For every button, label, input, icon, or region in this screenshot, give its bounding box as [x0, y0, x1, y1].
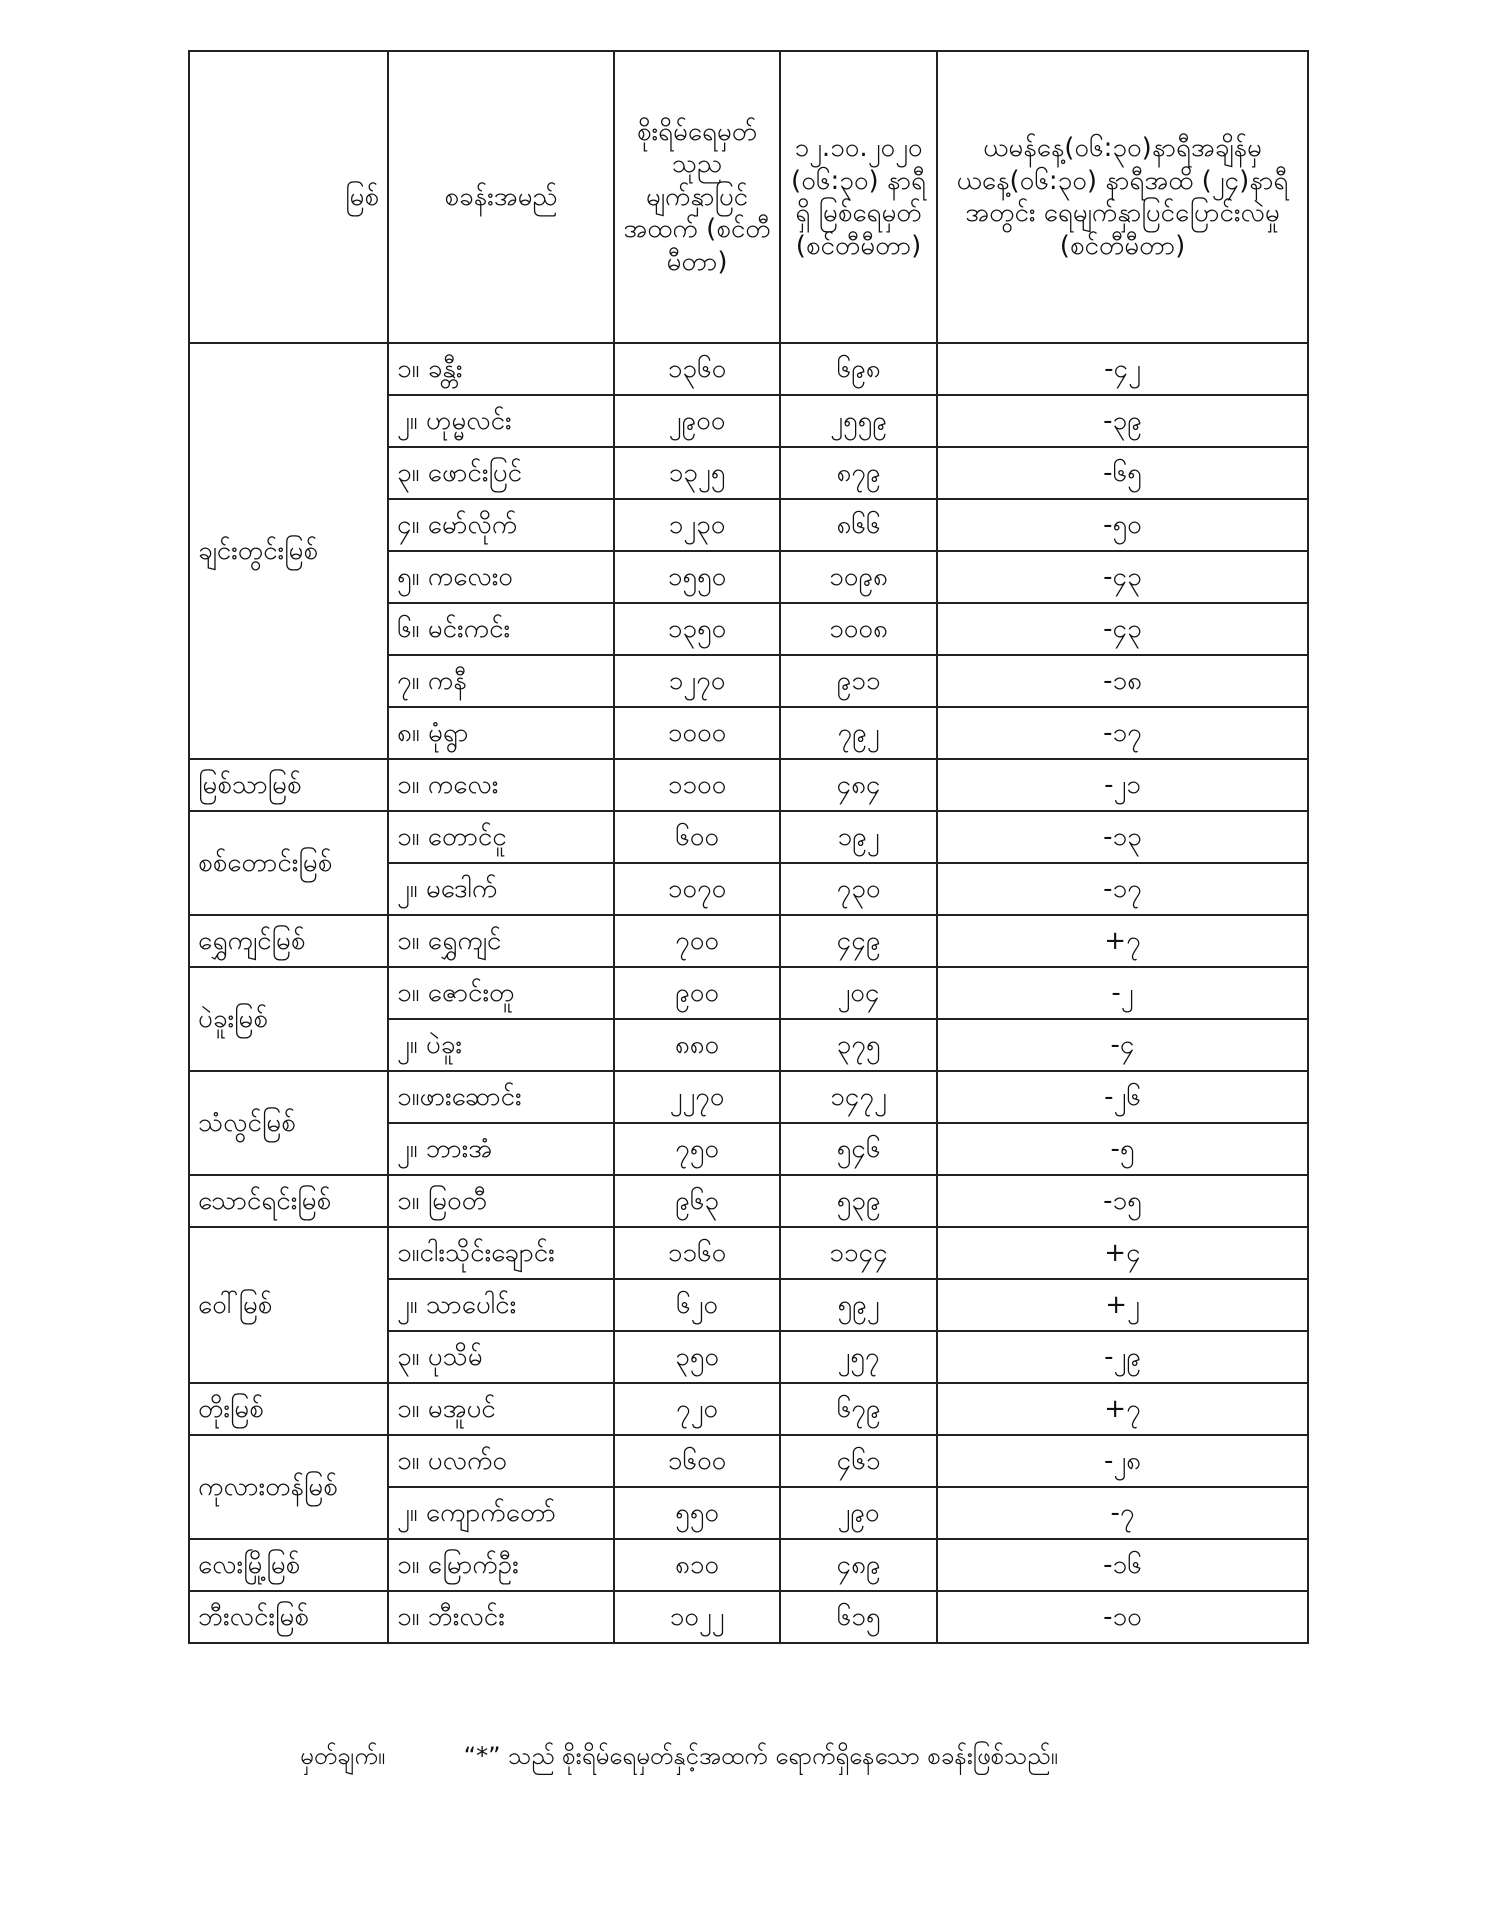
river-name: ဝေါ်မြစ် [189, 1227, 388, 1383]
table-row [189, 1383, 1308, 1435]
danger-level-cell: ၂၉၀၀ [614, 395, 780, 447]
station-name: ၁။ ဇောင်းတူ [388, 967, 614, 1019]
river-name: ရွှေကျင်မြစ် [189, 915, 388, 967]
change-cell: -၁၆ [937, 1539, 1308, 1591]
river-name: ကုလားတန်မြစ် [189, 1435, 388, 1539]
change-cell: -၁၈ [937, 655, 1308, 707]
danger-level-cell: ၇၅၀ [614, 1123, 780, 1175]
station-name: ၁။ငါးသိုင်းချောင်း [388, 1227, 614, 1279]
water-level-cell: ၁၄၇၂ [780, 1071, 937, 1123]
change-cell: -၄၃ [937, 603, 1308, 655]
table-row [189, 1591, 1308, 1643]
change-cell: -၄၃ [937, 551, 1308, 603]
water-level-cell: ၆၁၅ [780, 1591, 937, 1643]
danger-level-cell: ၈၁၀ [614, 1539, 780, 1591]
danger-level-cell: ၁၆၀၀ [614, 1435, 780, 1487]
water-level-cell: ၇၃၀ [780, 863, 937, 915]
danger-level-cell: ၁၃၆၀ [614, 343, 780, 395]
station-name: ၅။ ကလေးဝ [388, 551, 614, 603]
river-name: ဘီးလင်းမြစ် [189, 1591, 388, 1643]
danger-level-cell: ၁၅၅၀ [614, 551, 780, 603]
table-row [189, 967, 1308, 1019]
station-name: ၂။ ဘားအံ [388, 1123, 614, 1175]
station-name: ၂။ မဒေါက် [388, 863, 614, 915]
station-name: ၂။ ပဲခူး [388, 1019, 614, 1071]
change-cell: -၂၆ [937, 1071, 1308, 1123]
change-cell: -၇ [937, 1487, 1308, 1539]
danger-level-cell: ၉၆၃ [614, 1175, 780, 1227]
water-level-cell: ၅၉၂ [780, 1279, 937, 1331]
station-name: ၁။ ပလက်ဝ [388, 1435, 614, 1487]
water-level-cell: ၈၆၆ [780, 499, 937, 551]
danger-level-cell: ၅၅၀ [614, 1487, 780, 1539]
change-cell: -၆၅ [937, 447, 1308, 499]
station-name: ၁။ ဘီးလင်း [388, 1591, 614, 1643]
river-name: ပဲခူးမြစ် [189, 967, 388, 1071]
station-name: ၂။ သာပေါင်း [388, 1279, 614, 1331]
water-level-cell: ၂၀၄ [780, 967, 937, 1019]
table-body [189, 343, 1308, 1643]
change-cell: -၅ [937, 1123, 1308, 1175]
water-level-cell: ၉၁၁ [780, 655, 937, 707]
footnote-text: “*” သည် စိုးရိမ်ရေမှတ်နှင့်အထက် ရောက်ရှိနေသော စခန်းဖြစ်သည်။ [463, 1742, 1058, 1770]
station-name: ၃။ ဖောင်းပြင် [388, 447, 614, 499]
footnote [300, 1740, 1058, 1776]
water-level-cell: ၅၄၆ [780, 1123, 937, 1175]
station-name: ၂။ ဟုမ္မလင်း [388, 395, 614, 447]
header-river: မြစ် [189, 51, 388, 343]
table-row [189, 1071, 1308, 1123]
change-cell: -၁၃ [937, 811, 1308, 863]
change-cell: -၂၈ [937, 1435, 1308, 1487]
river-name: တိုးမြစ် [189, 1383, 388, 1435]
river-name: သံလွင်မြစ် [189, 1071, 388, 1175]
station-name: ၂။ ကျောက်တော် [388, 1487, 614, 1539]
water-level-cell: ၄၆၁ [780, 1435, 937, 1487]
station-name: ၁။ ကလေး [388, 759, 614, 811]
river-name: လေးမြို့မြစ် [189, 1539, 388, 1591]
danger-level-cell: ၂၂၇၀ [614, 1071, 780, 1123]
change-cell: -၃၉ [937, 395, 1308, 447]
river-name: သောင်ရင်းမြစ် [189, 1175, 388, 1227]
danger-level-cell: ၁၂၇၀ [614, 655, 780, 707]
danger-level-cell: ၁၃၅၀ [614, 603, 780, 655]
water-level-cell: ၄၈၉ [780, 1539, 937, 1591]
water-level-cell: ၄၄၉ [780, 915, 937, 967]
change-cell: +၇ [937, 915, 1308, 967]
station-name: ၁။ မြောက်ဦး [388, 1539, 614, 1591]
station-name: ၁။ဖားဆောင်း [388, 1071, 614, 1123]
danger-level-cell: ၆၀၀ [614, 811, 780, 863]
river-name: မြစ်သာမြစ် [189, 759, 388, 811]
water-level-cell: ၃၇၅ [780, 1019, 937, 1071]
river-name: ချင်းတွင်းမြစ် [189, 343, 388, 759]
water-level-cell: ၂၅၅၉ [780, 395, 937, 447]
change-cell: -၄ [937, 1019, 1308, 1071]
station-name: ၈။ မုံရွာ [388, 707, 614, 759]
header-danger-level: စိုးရိမ်ရေမှတ် သုည မျက်နှာပြင် အထက် (စင်တီမီတာ) [614, 51, 780, 343]
danger-level-cell: ၁၀၂၂ [614, 1591, 780, 1643]
table-row [189, 759, 1308, 811]
station-name: ၁။ ခန္တီး [388, 343, 614, 395]
footnote-label: မှတ်ချက်။ [300, 1742, 386, 1770]
danger-level-cell: ၉၀၀ [614, 967, 780, 1019]
change-cell: -၄၂ [937, 343, 1308, 395]
water-level-cell: ၇၉၂ [780, 707, 937, 759]
header-water-level: ၁၂.၁၀.၂၀၂၀ (၀၆:၃၀) နာရီရှိ မြစ်ရေမှတ် (စင်တီမီတာ) [780, 51, 937, 343]
station-name: ၄။ မော်လိုက် [388, 499, 614, 551]
danger-level-cell: ၁၂၃၀ [614, 499, 780, 551]
table-row [189, 915, 1308, 967]
water-level-cell: ၁၉၂ [780, 811, 937, 863]
station-name: ၇။ ကနီ [388, 655, 614, 707]
danger-level-cell: ၃၅၀ [614, 1331, 780, 1383]
danger-level-cell: ၁၃၂၅ [614, 447, 780, 499]
water-level-cell: ၁၀၉၈ [780, 551, 937, 603]
change-cell: -၂၁ [937, 759, 1308, 811]
danger-level-cell: ၁၀၀၀ [614, 707, 780, 759]
station-name: ၆။ မင်းကင်း [388, 603, 614, 655]
header-change: ယမန်နေ့(၀၆:၃၀)နာရီအချိန်မှ ယနေ့(၀၆:၃၀) နာရီအထိ (၂၄)နာရီအတွင်း ရေမျက်နှာပြင်ပြောင်းလဲမှု (စင်တီမီတာ) [937, 51, 1308, 343]
table-header-row [189, 51, 1308, 343]
danger-level-cell: ၁၁၀၀ [614, 759, 780, 811]
water-level-cell: ၆၇၉ [780, 1383, 937, 1435]
water-level-cell: ၂၅၇ [780, 1331, 937, 1383]
water-level-cell: ၅၃၉ [780, 1175, 937, 1227]
table-row [189, 1539, 1308, 1591]
water-level-cell: ၂၉၀ [780, 1487, 937, 1539]
danger-level-cell: ၆၂၀ [614, 1279, 780, 1331]
danger-level-cell: ၈၈၀ [614, 1019, 780, 1071]
change-cell: -၁၇ [937, 863, 1308, 915]
change-cell: +၂ [937, 1279, 1308, 1331]
table-row [189, 343, 1308, 395]
table-row [189, 811, 1308, 863]
change-cell: -၂ [937, 967, 1308, 1019]
header-station: စခန်းအမည် [388, 51, 614, 343]
table-row [189, 1435, 1308, 1487]
station-name: ၃။ ပုသိမ် [388, 1331, 614, 1383]
river-level-table [188, 50, 1309, 1644]
water-level-cell: ၆၉၈ [780, 343, 937, 395]
table-row [189, 1175, 1308, 1227]
change-cell: +၇ [937, 1383, 1308, 1435]
change-cell: -၁၀ [937, 1591, 1308, 1643]
station-name: ၁။ ရွှေကျင် [388, 915, 614, 967]
station-name: ၁။ မြဝတီ [388, 1175, 614, 1227]
water-level-cell: ၁၁၄၄ [780, 1227, 937, 1279]
danger-level-cell: ၇၀၀ [614, 915, 780, 967]
station-name: ၁။ တောင်ငူ [388, 811, 614, 863]
danger-level-cell: ၇၂၀ [614, 1383, 780, 1435]
change-cell: -၁၅ [937, 1175, 1308, 1227]
change-cell: -၅၀ [937, 499, 1308, 551]
station-name: ၁။ မအူပင် [388, 1383, 614, 1435]
danger-level-cell: ၁၁၆၀ [614, 1227, 780, 1279]
water-level-cell: ၈၇၉ [780, 447, 937, 499]
change-cell: -၂၉ [937, 1331, 1308, 1383]
water-level-cell: ၄၈၄ [780, 759, 937, 811]
water-level-cell: ၁၀၀၈ [780, 603, 937, 655]
table-row [189, 1227, 1308, 1279]
change-cell: +၄ [937, 1227, 1308, 1279]
river-name: စစ်တောင်းမြစ် [189, 811, 388, 915]
change-cell: -၁၇ [937, 707, 1308, 759]
danger-level-cell: ၁၀၇၀ [614, 863, 780, 915]
